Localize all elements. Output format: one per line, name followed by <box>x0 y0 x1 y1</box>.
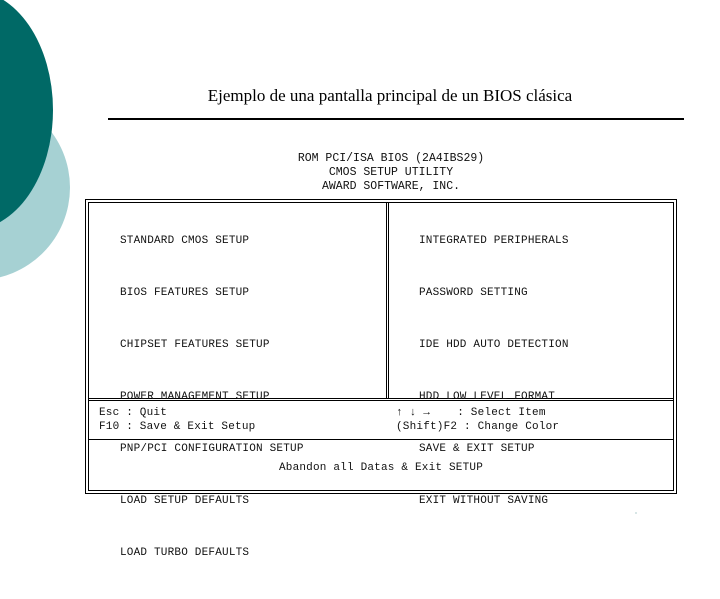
menu-item-bios-features-setup[interactable]: BIOS FEATURES SETUP <box>120 287 250 299</box>
key-hints-left <box>99 406 255 434</box>
menu-column-divider <box>386 203 389 398</box>
slide-title: Ejemplo de una pantalla principal de un BIOS clásica <box>207 86 573 105</box>
menu-item-load-setup-defaults[interactable]: LOAD SETUP DEFAULTS <box>120 495 250 507</box>
bios-header <box>230 152 552 194</box>
title-underline <box>108 118 684 120</box>
bios-header-line-3: AWARD SOFTWARE, INC. <box>321 180 461 193</box>
menu-item-exit-without-saving[interactable]: EXIT WITHOUT SAVING <box>419 495 549 507</box>
bios-setup-window <box>85 199 677 559</box>
bios-inner-frame <box>88 202 674 559</box>
footer-message: Abandon all Datas & Exit SETUP <box>278 462 484 474</box>
menu-item-load-turbo-defaults[interactable]: LOAD TURBO DEFAULTS <box>120 547 250 559</box>
bios-header-line-1: ROM PCI/ISA BIOS (2A4IBS29) <box>297 152 485 165</box>
hint-f10-save-exit: F10 : Save & Exit Setup <box>99 421 256 433</box>
menu-item-pnp-pci-configuration-setup[interactable]: PNP/PCI CONFIGURATION SETUP <box>120 443 304 455</box>
hint-esc-quit: Esc : Quit <box>99 407 168 419</box>
menu-item-standard-cmos-setup[interactable]: STANDARD CMOS SETUP <box>120 235 250 247</box>
menu-item-ide-hdd-auto-detection[interactable]: IDE HDD AUTO DETECTION <box>419 339 569 351</box>
hint-arrows-select-item: ↑ ↓ → : Select Item <box>396 407 546 419</box>
menu-item-integrated-peripherals[interactable]: INTEGRATED PERIPHERALS <box>419 235 569 247</box>
right-menu <box>419 211 569 547</box>
menu-item-power-management-setup[interactable]: POWER MANAGEMENT SETUP <box>120 391 270 403</box>
hint-shift-f2-change-color: (Shift)F2 : Change Color <box>396 421 560 433</box>
left-menu <box>120 211 304 599</box>
key-hints-right <box>396 406 559 434</box>
menu-item-password-setting[interactable]: PASSWORD SETTING <box>419 287 528 299</box>
menu-item-chipset-features-setup[interactable]: CHIPSET FEATURES SETUP <box>120 339 270 351</box>
menu-item-hdd-low-level-format[interactable]: HDD LOW LEVEL FORMAT <box>419 391 556 403</box>
decorative-dot <box>635 512 637 514</box>
menu-item-save-exit-setup[interactable]: SAVE & EXIT SETUP <box>419 443 535 455</box>
bios-header-line-2: CMOS SETUP UTILITY <box>328 166 454 179</box>
